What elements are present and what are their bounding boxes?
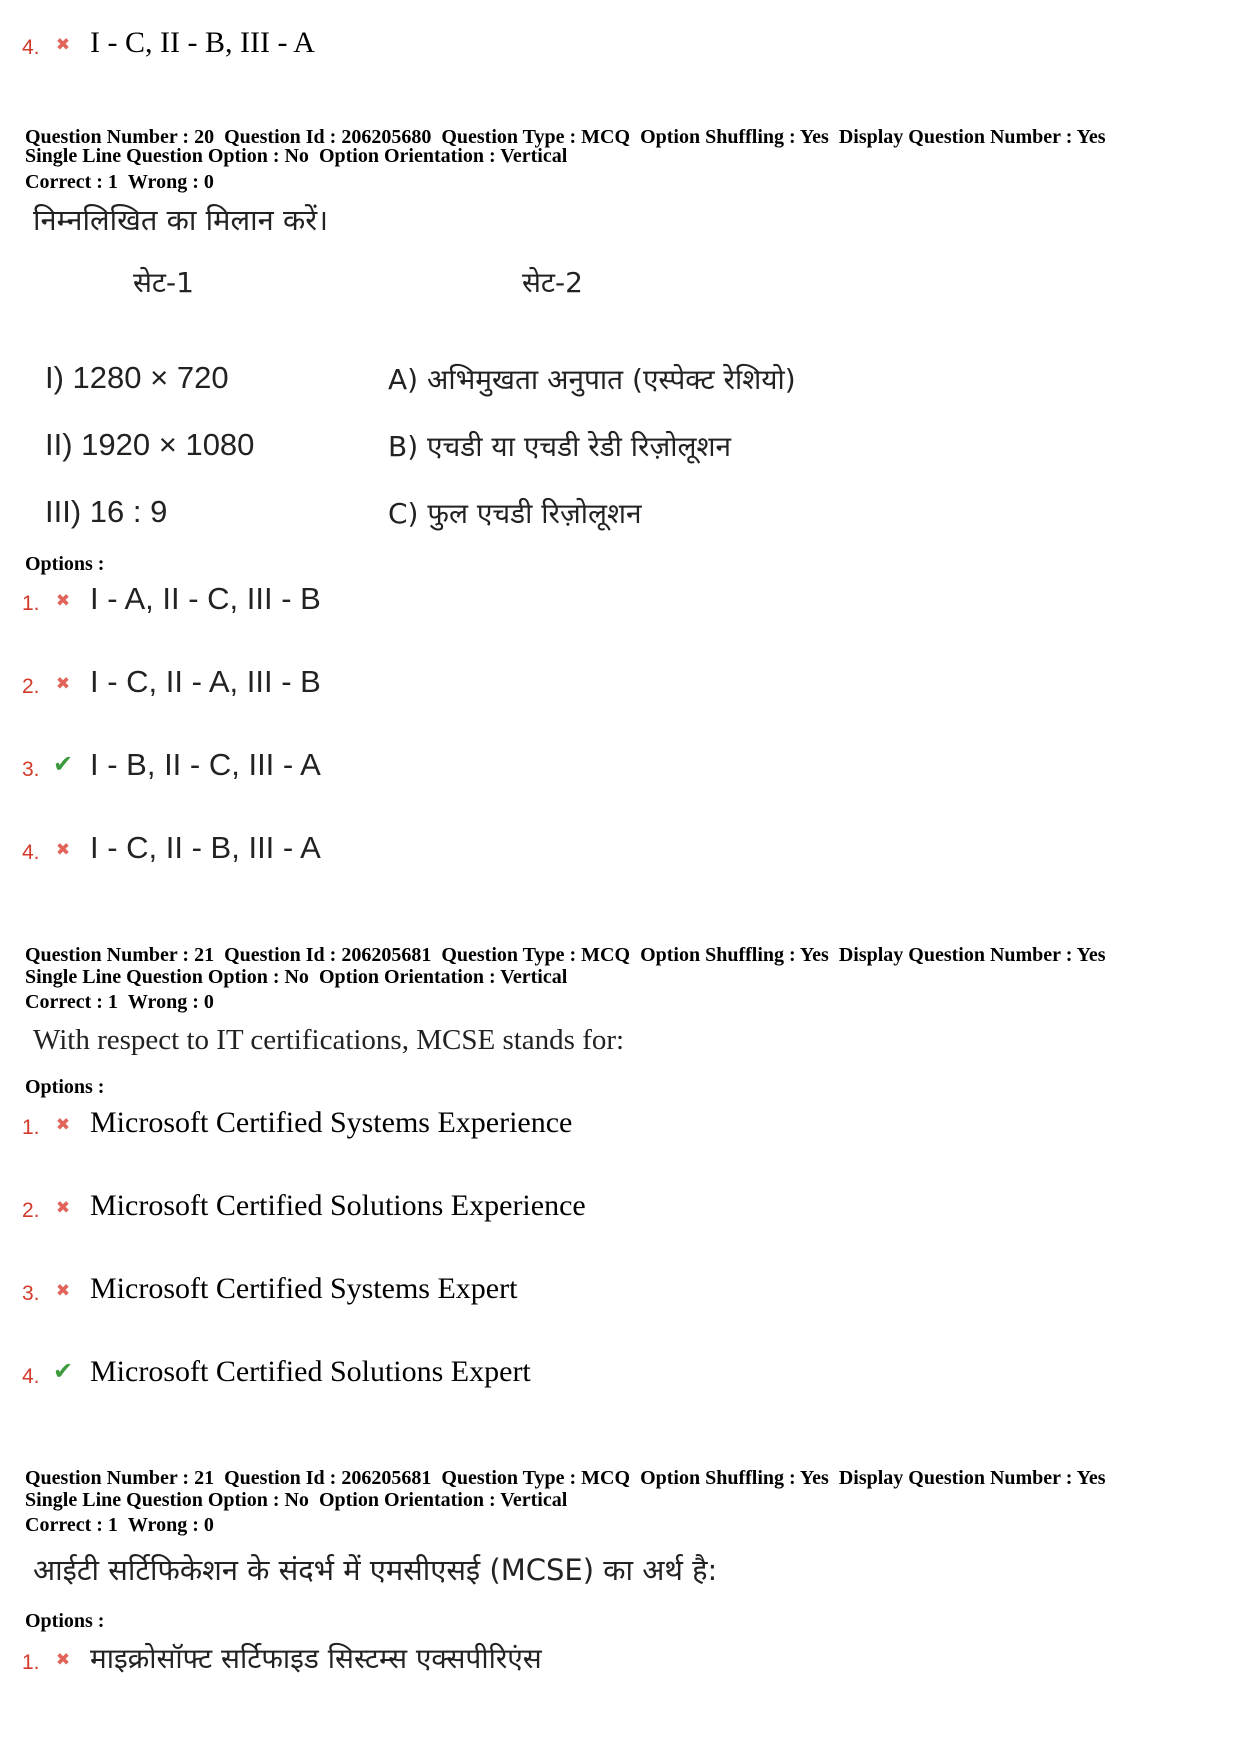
wrong-cross-icon: ✖	[55, 674, 71, 694]
option-number: 4.	[22, 36, 40, 59]
option-row	[22, 666, 321, 697]
question-meta-line3: Correct : 1 Wrong : 0	[25, 171, 214, 193]
question-meta-line3: Correct : 1 Wrong : 0	[25, 991, 214, 1013]
option-row	[22, 1642, 542, 1675]
question-text: With respect to IT certifications, MCSE stands for:	[33, 1024, 625, 1056]
question-meta-line1: Question Number : 21 Question Id : 206205681 Question Type : MCQ Option Shuffling : Yes Display Question Number : Yes	[25, 1467, 1106, 1489]
option-row	[22, 749, 321, 780]
option-number: 2.	[22, 1199, 40, 1222]
option-row	[22, 1191, 586, 1221]
correct-check-icon: ✔	[52, 1357, 74, 1385]
wrong-cross-icon: ✖	[55, 591, 71, 611]
option-text: I - C, II - B, III - A	[90, 26, 315, 59]
option-text: I - A, II - C, III - B	[90, 581, 321, 616]
options-label: Options :	[25, 1610, 105, 1632]
option-number: 1.	[22, 592, 40, 615]
question-meta-line2: Single Line Question Option : No Option Orientation : Vertical	[25, 966, 568, 988]
option-number: 1.	[22, 1116, 40, 1139]
option-row	[22, 832, 321, 863]
option-text: Microsoft Certified Systems Expert	[90, 1272, 518, 1305]
question-meta-line1: Question Number : 21 Question Id : 206205681 Question Type : MCQ Option Shuffling : Yes Display Question Number : Yes	[25, 944, 1106, 966]
match-left-item: III) 16 : 9	[45, 494, 168, 529]
match-left-item: II) 1920 × 1080	[45, 427, 255, 462]
option-number: 3.	[22, 1282, 40, 1305]
match-right-item: A) अभिमुखता अनुपात (एस्पेक्ट रेशियो)	[388, 363, 796, 396]
option-text: I - C, II - B, III - A	[90, 830, 321, 865]
option-text: I - C, II - A, III - B	[90, 664, 321, 699]
set1-header: सेट-1	[133, 266, 194, 299]
option-row	[22, 1108, 572, 1138]
options-label: Options :	[25, 553, 105, 575]
match-right-item: B) एचडी या एचडी रेडी रिज़ोलूशन	[388, 430, 732, 463]
question-meta-line3: Correct : 1 Wrong : 0	[25, 1514, 214, 1536]
wrong-cross-icon: ✖	[55, 1650, 71, 1670]
match-right-item: C) फुल एचडी रिज़ोलूशन	[388, 497, 642, 530]
match-left-item: I) 1280 × 720	[45, 360, 229, 395]
wrong-cross-icon: ✖	[55, 1115, 71, 1135]
wrong-cross-icon: ✖	[55, 840, 71, 860]
wrong-cross-icon: ✖	[55, 1198, 71, 1218]
question-text: निम्नलिखित का मिलान करें।	[33, 203, 329, 237]
option-row	[22, 1357, 531, 1387]
options-label: Options :	[25, 1076, 105, 1098]
question-meta-line2: Single Line Question Option : No Option Orientation : Vertical	[25, 145, 568, 167]
option-text: Microsoft Certified Solutions Expert	[90, 1355, 531, 1388]
option-row	[22, 28, 315, 58]
option-number: 1.	[22, 1651, 40, 1674]
question-text: आईटी सर्टिफिकेशन के संदर्भ में एमसीएसई (MCSE) का अर्थ है:	[33, 1553, 718, 1587]
option-number: 3.	[22, 758, 40, 781]
question-meta-line1: Question Number : 20 Question Id : 206205680 Question Type : MCQ Option Shuffling : Yes Display Question Number : Yes	[25, 126, 1106, 148]
question-meta-line2: Single Line Question Option : No Option Orientation : Vertical	[25, 1489, 568, 1511]
option-text: Microsoft Certified Solutions Experience	[90, 1189, 586, 1222]
correct-check-icon: ✔	[52, 750, 74, 778]
option-text: Microsoft Certified Systems Experience	[90, 1106, 573, 1139]
option-text: I - B, II - C, III - A	[90, 747, 321, 782]
wrong-cross-icon: ✖	[55, 35, 71, 55]
option-text: माइक्रोसॉफ्ट सर्टिफाइड सिस्टम्स एक्सपीरिएंस	[90, 1642, 542, 1675]
option-number: 4.	[22, 1365, 40, 1388]
option-row	[22, 583, 321, 614]
option-number: 2.	[22, 675, 40, 698]
wrong-cross-icon: ✖	[55, 1281, 71, 1301]
set2-header: सेट-2	[522, 266, 583, 299]
option-row	[22, 1274, 517, 1304]
option-number: 4.	[22, 841, 40, 864]
